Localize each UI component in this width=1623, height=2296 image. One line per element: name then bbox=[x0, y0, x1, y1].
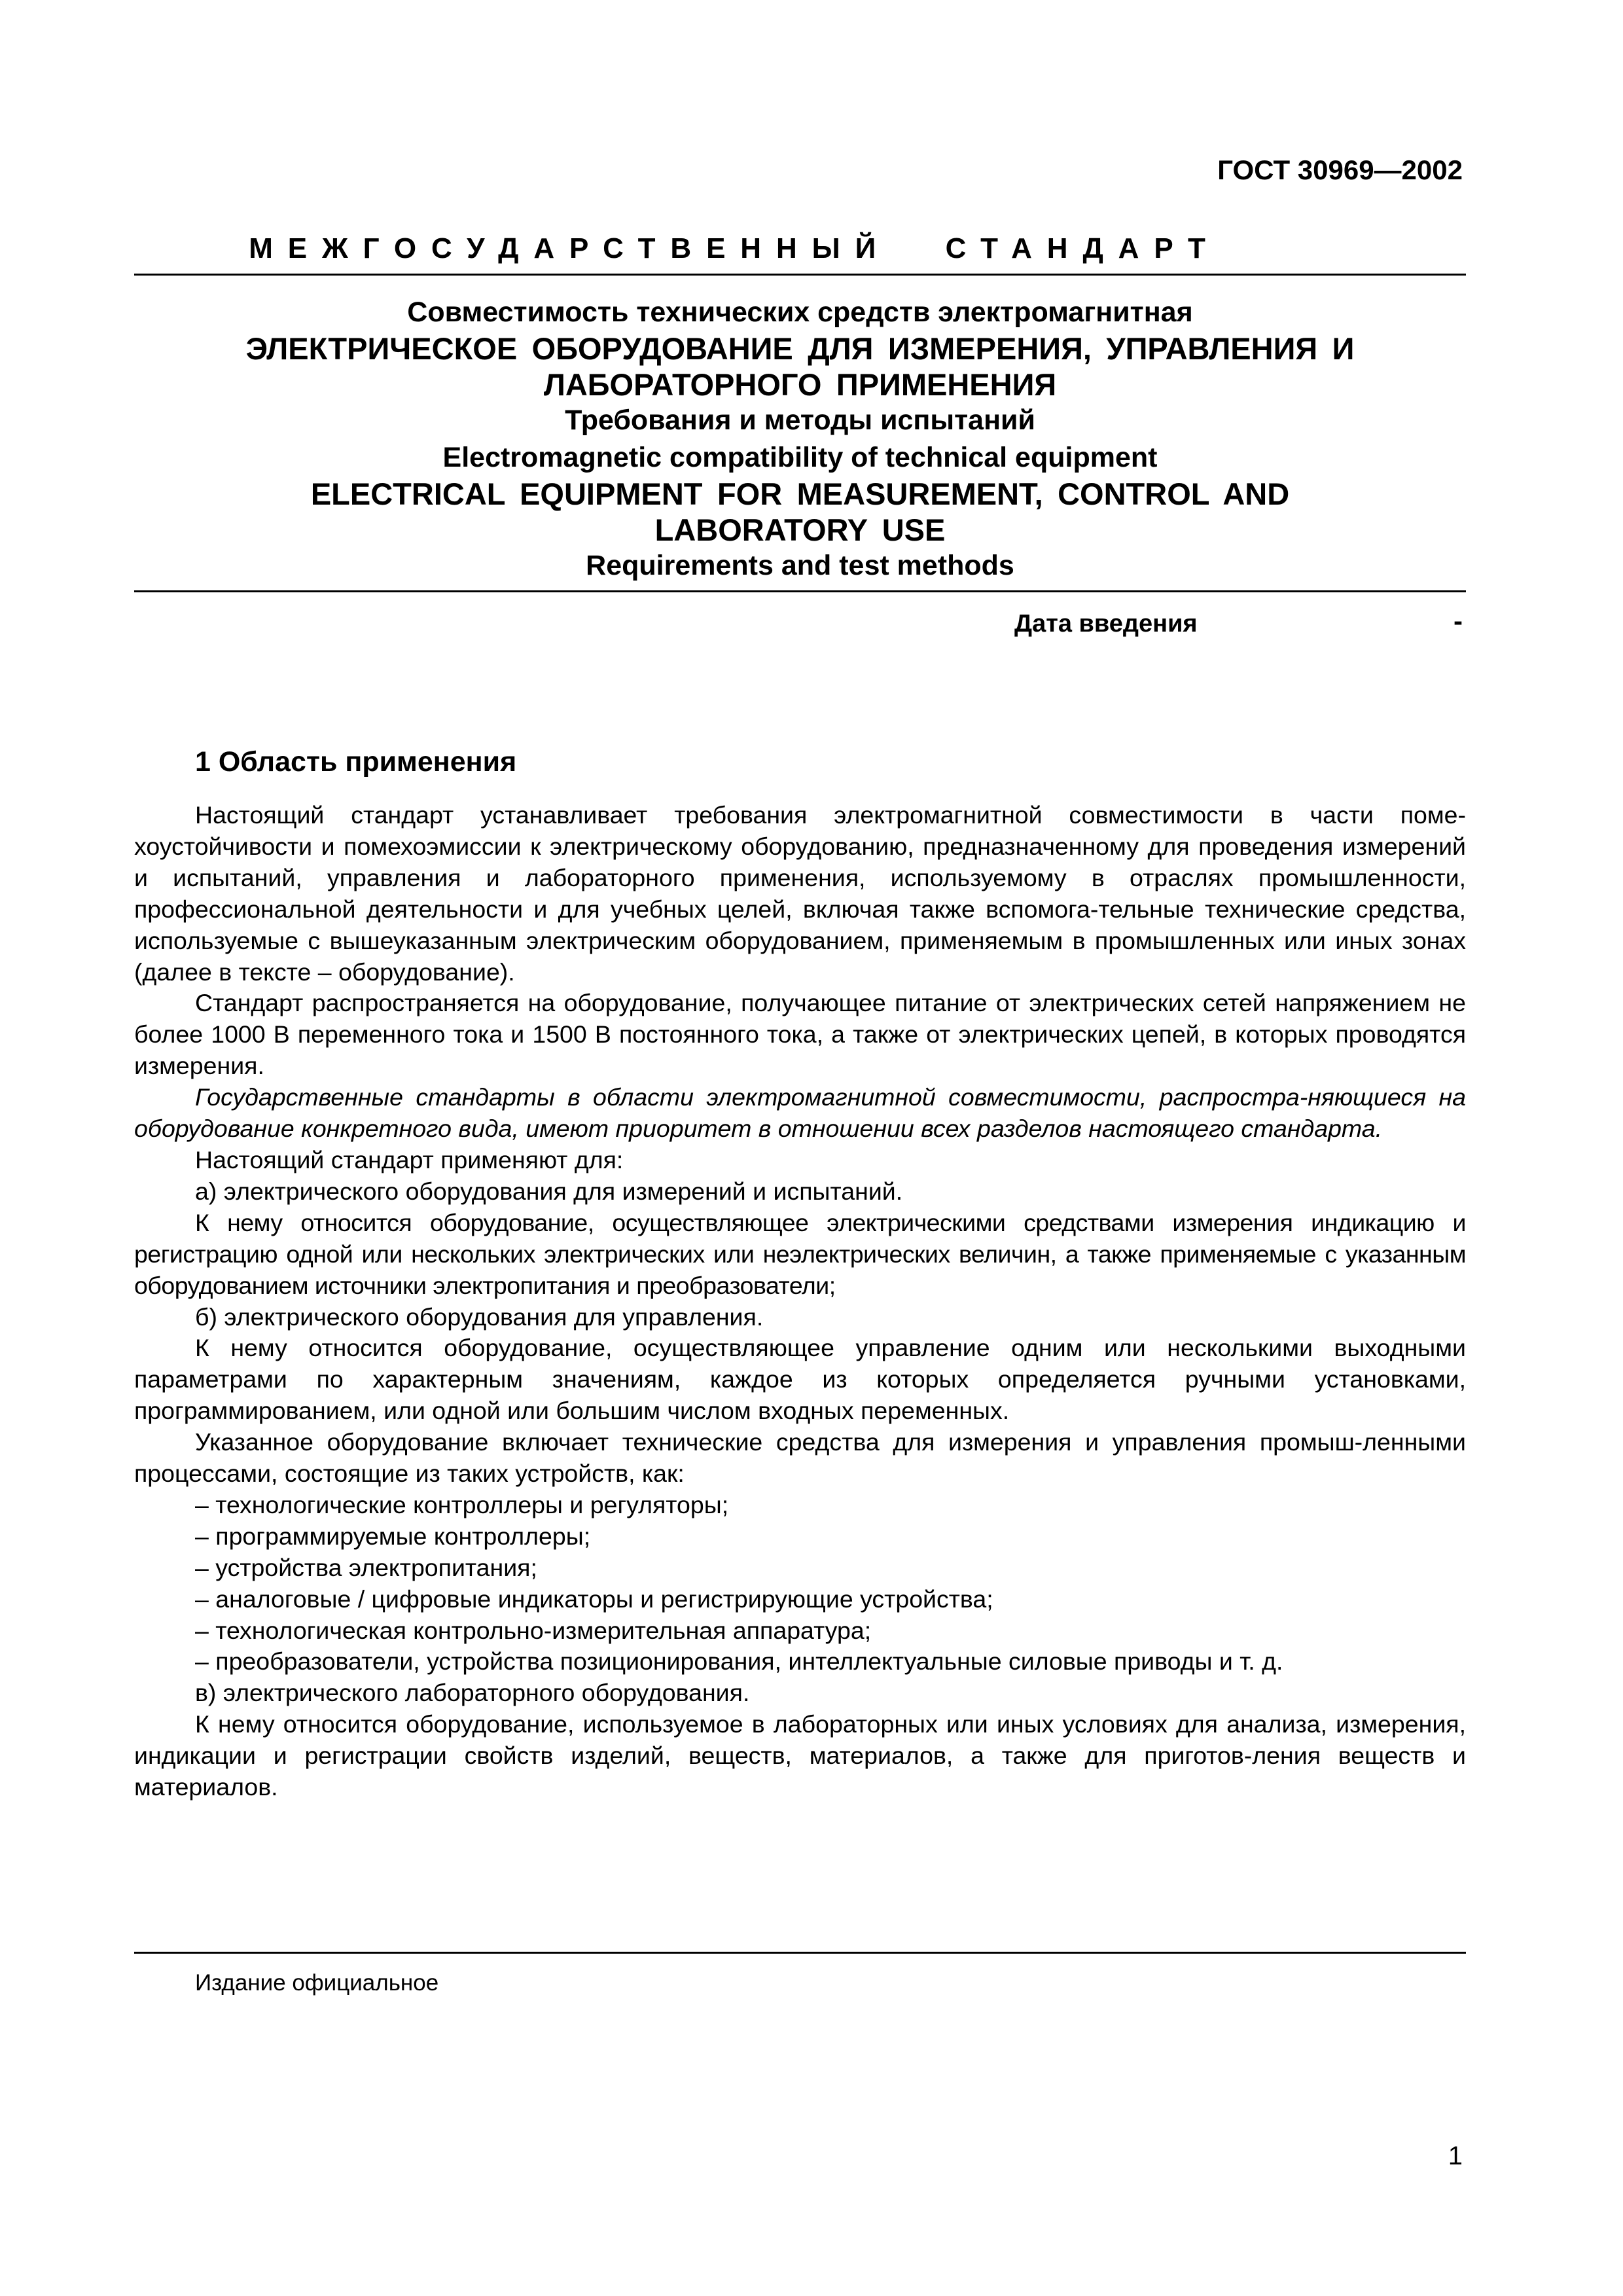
list-item: – технологическая контрольно-измерительная аппаратура; bbox=[195, 1616, 872, 1644]
title-en-line2: ELECTRICAL EQUIPMENT FOR MEASUREMENT, CONTROL AND bbox=[310, 476, 1290, 511]
list-item: – аналоговые / цифровые индикаторы и регистрирующие устройства; bbox=[195, 1585, 993, 1613]
title-ru-line1: Совместимость технических средств электромагнитная bbox=[407, 296, 1193, 328]
intro-date-label: Дата введения bbox=[1014, 610, 1198, 637]
section-heading: 1 Область применения bbox=[195, 746, 517, 778]
paragraph: К нему относится оборудование, осуществляющее управление одним или несколькими выходными параметрами по характерным значениям, каждое из которых определяется ручными установками, программированием, или одной или большим числом входных переменных. bbox=[134, 1334, 1466, 1425]
paragraph: Указанное оборудование включает технические средства для измерения и управления промыш-ленными процессами, состоящие из таких устройств, как: bbox=[134, 1428, 1466, 1488]
list-item: – преобразователи, устройства позиционирования, интеллектуальные силовые приводы и т. д. bbox=[195, 1647, 1283, 1676]
official-edition-note: Издание официальное bbox=[195, 1970, 439, 1996]
title-en-line4: Requirements and test methods bbox=[586, 550, 1014, 581]
list-item: – технологические контроллеры и регуляторы; bbox=[195, 1490, 729, 1518]
section-body bbox=[134, 800, 1466, 1803]
paragraph-italic-note: Государственные стандарты в области электромагнитной совместимости, распростра-няющиеся на оборудование конкретного вида, имеют приоритет в отношении всех разделов настоящего стандарта. bbox=[134, 1083, 1466, 1143]
paragraph: Стандарт распространяется на оборудование, получающее питание от электрических сетей напряжением не более 1000 В переменного тока и 1500 В постоянного тока, а также от электрических цепей, в которых проводятся измерения. bbox=[134, 989, 1466, 1080]
paragraph: а) электрического оборудования для измерений и испытаний. bbox=[195, 1177, 903, 1205]
list-item: – устройства электропитания; bbox=[195, 1553, 537, 1581]
paragraph: в) электрического лабораторного оборудования. bbox=[195, 1679, 750, 1707]
paragraph: б) электрического оборудования для управления. bbox=[195, 1302, 764, 1331]
paragraph: Настоящий стандарт применяют для: bbox=[195, 1145, 624, 1174]
paragraph: К нему относится оборудование, используемое в лабораторных или иных условиях для анализа, измерения, индикации и регистрации свойств изделий, веществ, материалов, а также для приготов-ления веществ и материалов. bbox=[134, 1710, 1466, 1801]
document-number: ГОСТ 30969—2002 bbox=[1217, 154, 1463, 185]
list-item: – программируемые контроллеры; bbox=[195, 1522, 591, 1550]
paragraph: К нему относится оборудование, осуществляющее электрическими средствами измерения индикацию и регистрацию одной или нескольких электрических или неэлектрических величин, а также применяемые с указанным оборудованием источники электропитания и преобразователи; bbox=[134, 1208, 1466, 1299]
title-en bbox=[134, 440, 1466, 584]
title-en-line1: Electromagnetic compatibility of technical equipment bbox=[442, 442, 1158, 473]
title-ru bbox=[134, 295, 1466, 439]
divider-title-bottom bbox=[134, 590, 1466, 592]
title-ru-line2: ЭЛЕКТРИЧЕСКОЕ ОБОРУДОВАНИЕ ДЛЯ ИЗМЕРЕНИЯ, УПРАВЛЕНИЯ И bbox=[245, 331, 1355, 366]
title-en-line3: LABORATORY USE bbox=[654, 512, 946, 547]
page-number: 1 bbox=[1448, 2142, 1463, 2170]
divider-footer bbox=[134, 1952, 1466, 1954]
divider-top bbox=[134, 274, 1466, 276]
paragraph: Настоящий стандарт устанавливает требования электромагнитной совместимости в части поме-хоустойчивости и помехоэмиссии к электрическому оборудованию, предназначенному для проведения измерений и испытаний, управления и лабораторного применения, используемому в отраслях промышленности, профессиональной деятельности и для учебных целей, включая также вспомога-тельные технические средства, используемые с вышеуказанным электрическим оборудованием, применяемым в промышленных или иных зонах (далее в тексте – оборудование). bbox=[134, 801, 1466, 986]
intro-date-value: - bbox=[1454, 605, 1463, 636]
standard-type-heading: МЕЖГОСУДАРСТВЕННЫЙ СТАНДАРТ bbox=[249, 232, 1221, 264]
title-ru-line4: Требования и методы испытаний bbox=[565, 404, 1035, 436]
title-ru-line3: ЛАБОРАТОРНОГО ПРИМЕНЕНИЯ bbox=[543, 367, 1057, 402]
